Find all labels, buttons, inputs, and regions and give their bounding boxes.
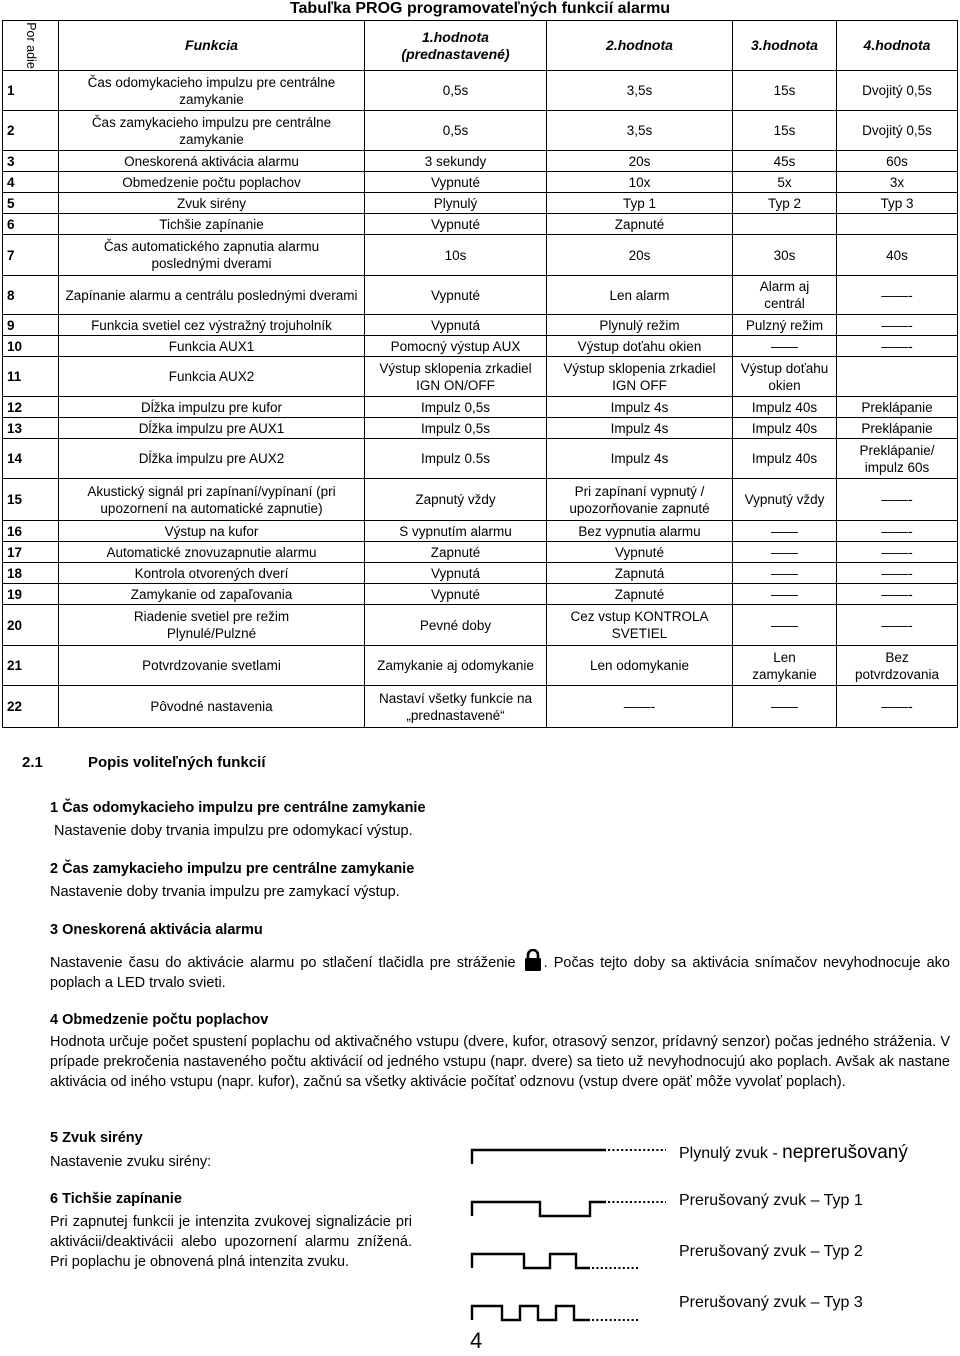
table-row: [3, 686, 958, 728]
row-value-2: Cez vstup KONTROLA SVETIEL: [547, 605, 733, 646]
row-value-3: Typ 2: [733, 193, 837, 214]
row-value-2: Zapnutá: [547, 563, 733, 584]
item-5-text: Nastavenie zvuku sirény:: [50, 1154, 212, 1170]
row-value-4: ——-: [837, 336, 958, 357]
table-row: [3, 111, 958, 151]
row-function: Zvuk sirény: [59, 193, 365, 214]
row-value-2: Zapnuté: [547, 214, 733, 235]
row-function: Dĺžka impulzu pre kufor: [59, 397, 365, 418]
header-funkcia: Funkcia: [59, 21, 365, 71]
row-value-1: 3 sekundy: [365, 151, 547, 172]
siren-waveforms: [440, 1130, 680, 1330]
row-value-2: Impulz 4s: [547, 439, 733, 479]
table-row: [3, 584, 958, 605]
row-value-2: 10x: [547, 172, 733, 193]
row-value-1: Vypnuté: [365, 214, 547, 235]
table-title: Tabuľka PROG programovateľných funkcií alarmu: [289, 0, 671, 17]
table-row: [3, 646, 958, 686]
table-row: [3, 172, 958, 193]
row-value-3: ——: [733, 336, 837, 357]
row-function: Dĺžka impulzu pre AUX2: [59, 439, 365, 479]
row-value-2: Vypnuté: [547, 542, 733, 563]
table-row: [3, 151, 958, 172]
table-row: [3, 193, 958, 214]
wave-continuous: [472, 1150, 606, 1164]
row-value-2: Impulz 4s: [547, 397, 733, 418]
row-value-1: Pomocný výstup AUX: [365, 336, 547, 357]
row-value-2: Typ 1: [547, 193, 733, 214]
row-value-4: Preklápanie: [837, 397, 958, 418]
row-value-4: 40s: [837, 235, 958, 276]
row-value-1: 0,5s: [365, 111, 547, 151]
row-function: Potvrdzovanie svetlami: [59, 646, 365, 686]
table-row: [3, 397, 958, 418]
table-header-row: [3, 21, 958, 71]
row-function: Funkcia AUX1: [59, 336, 365, 357]
row-value-3: ——: [733, 584, 837, 605]
row-value-3: ——: [733, 563, 837, 584]
item-6-text: Pri zapnutej funkcii je intenzita zvukovej signalizácie pri aktivácii/deaktivácii alebo upozornení alarmu znížená. Pri poplachu je obnovená plná intenzita zvuku.: [50, 1214, 412, 1270]
table-row: [3, 315, 958, 336]
row-number: 13: [3, 418, 59, 439]
row-value-1: Vypnuté: [365, 276, 547, 315]
item-1-text: Nastavenie doby trvania impulzu pre odomykací výstup.: [54, 823, 413, 839]
row-number: 22: [3, 686, 59, 728]
row-number: 1: [3, 71, 59, 111]
row-number: 12: [3, 397, 59, 418]
row-function: Tichšie zapínanie: [59, 214, 365, 235]
prog-functions-table: [2, 20, 958, 728]
row-value-2: Bez vypnutia alarmu: [547, 521, 733, 542]
row-value-3: Impulz 40s: [733, 397, 837, 418]
row-value-2: Zapnuté: [547, 584, 733, 605]
item-2-text: Nastavenie doby trvania impulzu pre zamykací výstup.: [50, 884, 400, 900]
row-value-2: 20s: [547, 151, 733, 172]
table-row: [3, 439, 958, 479]
row-value-3: Pulzný režim: [733, 315, 837, 336]
header-value-3: 3.hodnota: [733, 21, 837, 71]
row-value-3: Alarm aj centrál: [733, 276, 837, 315]
row-value-3: 30s: [733, 235, 837, 276]
table-row: [3, 71, 958, 111]
row-function: Čas odomykacieho impulzu pre centrálne zamykanie: [59, 71, 365, 111]
row-number: 2: [3, 111, 59, 151]
row-function: Oneskorená aktivácia alarmu: [59, 151, 365, 172]
row-value-1: Impulz 0,5s: [365, 397, 547, 418]
header-value-1: 1.hodnota (prednastavené): [365, 21, 547, 71]
row-number: 19: [3, 584, 59, 605]
row-value-1: Výstup sklopenia zrkadiel IGN ON/OFF: [365, 357, 547, 397]
row-number: 16: [3, 521, 59, 542]
row-value-2: 3,5s: [547, 111, 733, 151]
row-value-2: 3,5s: [547, 71, 733, 111]
section-title: 2.1 Popis voliteľných funkcií: [22, 754, 266, 771]
row-function: Riadenie svetiel pre režim Plynulé/Pulzné: [59, 605, 365, 646]
row-number: 4: [3, 172, 59, 193]
row-function: Zamykanie od zapaľovania: [59, 584, 365, 605]
row-number: 6: [3, 214, 59, 235]
row-value-3: ——: [733, 521, 837, 542]
row-value-2: Výstup doťahu okien: [547, 336, 733, 357]
row-function: Čas automatického zapnutia alarmu poslednými dverami: [59, 235, 365, 276]
row-value-2: Pri zapínaní vypnutý / upozorňovanie zapnuté: [547, 479, 733, 521]
row-function: Automatické znovuzapnutie alarmu: [59, 542, 365, 563]
item-4-text: Hodnota určuje počet spustení poplachu od aktivačného vstupu (dvere, kufor, otrasový senzor, prídavný senzor) počas jedného stráženia. V prípade prekročenia nastaveného počtu aktivácií od jedného vstupu (napr. dvere) sa tieto už nevyhodnocujú ako poplach. Avšak ak nastane aktivácia od iného vstupu (napr. kufor), začnú sa všetky aktivácie počítať odznovu (vstup dvere opäť môže vyvolať poplach).: [50, 1034, 950, 1090]
row-value-3: ——: [733, 542, 837, 563]
row-function: Kontrola otvorených dverí: [59, 563, 365, 584]
header-poradie: Por adie: [3, 21, 59, 71]
row-function: Výstup na kufor: [59, 521, 365, 542]
siren-label-type-2: Prerušovaný zvuk – Typ 2: [679, 1243, 863, 1260]
row-value-3: ——: [733, 605, 837, 646]
row-value-4: Typ 3: [837, 193, 958, 214]
siren-label-type-1: Prerušovaný zvuk – Typ 1: [679, 1192, 863, 1209]
row-number: 3: [3, 151, 59, 172]
row-value-1: Pevné doby: [365, 605, 547, 646]
siren-label-continuous: Plynulý zvuk - neprerušovaný: [679, 1142, 908, 1163]
row-value-3: Impulz 40s: [733, 439, 837, 479]
row-number: 7: [3, 235, 59, 276]
row-value-4: 60s: [837, 151, 958, 172]
table-row: [3, 235, 958, 276]
row-value-3: 5x: [733, 172, 837, 193]
row-value-4: ——-: [837, 479, 958, 521]
siren-label-type-3: Prerušovaný zvuk – Typ 3: [679, 1294, 863, 1311]
header-value-4: 4.hodnota: [837, 21, 958, 71]
row-value-4: Preklápanie: [837, 418, 958, 439]
wave-type-3: [472, 1306, 590, 1320]
row-function: Akustický signál pri zapínaní/vypínaní (pri upozornení na automatické zapnutie): [59, 479, 365, 521]
row-value-2: Plynulý režim: [547, 315, 733, 336]
row-value-3: Vypnutý vždy: [733, 479, 837, 521]
row-value-2: ——-: [547, 686, 733, 728]
row-value-2: 20s: [547, 235, 733, 276]
row-value-4: ——-: [837, 521, 958, 542]
row-value-4: ——-: [837, 605, 958, 646]
row-value-4: Preklápanie/ impulz 60s: [837, 439, 958, 479]
item-5-heading: 5 Zvuk sirény: [50, 1130, 143, 1146]
row-value-3: 15s: [733, 111, 837, 151]
row-value-2: Impulz 4s: [547, 418, 733, 439]
row-value-3: [733, 214, 837, 235]
row-value-1: Impulz 0.5s: [365, 439, 547, 479]
item-4-heading: 4 Obmedzenie počtu poplachov: [50, 1012, 269, 1028]
row-value-4: [837, 214, 958, 235]
row-value-1: Zapnutý vždy: [365, 479, 547, 521]
table-row: [3, 357, 958, 397]
row-function: Pôvodné nastavenia: [59, 686, 365, 728]
page-number: 4: [470, 1328, 483, 1353]
table-row: [3, 521, 958, 542]
table-row: [3, 418, 958, 439]
row-value-4: Dvojitý 0,5s: [837, 111, 958, 151]
row-value-1: Zapnuté: [365, 542, 547, 563]
padlock-icon: [524, 949, 542, 971]
table-row: [3, 563, 958, 584]
row-number: 20: [3, 605, 59, 646]
row-value-3: 15s: [733, 71, 837, 111]
table-row: [3, 479, 958, 521]
wave-type-1: [472, 1202, 606, 1216]
row-value-1: Nastaví všetky funkcie na „prednastavené“: [365, 686, 547, 728]
row-number: 15: [3, 479, 59, 521]
row-value-1: Vypnuté: [365, 172, 547, 193]
row-value-4: ——-: [837, 542, 958, 563]
header-value-2: 2.hodnota: [547, 21, 733, 71]
row-number: 21: [3, 646, 59, 686]
row-value-2: Výstup sklopenia zrkadiel IGN OFF: [547, 357, 733, 397]
row-value-2: Len odomykanie: [547, 646, 733, 686]
row-value-3: Výstup doťahu okien: [733, 357, 837, 397]
row-value-4: ——-: [837, 276, 958, 315]
wave-type-2: [472, 1254, 590, 1268]
item-3-text: Nastavenie času do aktivácie alarmu po stlačení tlačidla pre stráženie . Počas tejto doby sa aktivácia snímačov nevyhodnocuje ako poplach a LED trvalo svieti.: [50, 949, 950, 993]
row-number: 9: [3, 315, 59, 336]
row-value-1: S vypnutím alarmu: [365, 521, 547, 542]
table-row: [3, 214, 958, 235]
row-value-3: 45s: [733, 151, 837, 172]
table-row: [3, 276, 958, 315]
row-number: 18: [3, 563, 59, 584]
row-value-1: Impulz 0,5s: [365, 418, 547, 439]
row-value-4: 3x: [837, 172, 958, 193]
row-value-3: Impulz 40s: [733, 418, 837, 439]
row-value-1: Vypnuté: [365, 584, 547, 605]
item-2-heading: 2 Čas zamykacieho impulzu pre centrálne zamykanie: [50, 861, 415, 877]
row-value-1: Vypnutá: [365, 315, 547, 336]
table-row: [3, 542, 958, 563]
row-function: Funkcia AUX2: [59, 357, 365, 397]
row-value-3: ——: [733, 686, 837, 728]
row-value-1: Plynulý: [365, 193, 547, 214]
item-1-heading: 1 Čas odomykacieho impulzu pre centrálne zamykanie: [50, 800, 426, 816]
row-function: Obmedzenie počtu poplachov: [59, 172, 365, 193]
row-value-1: Zamykanie aj odomykanie: [365, 646, 547, 686]
row-number: 8: [3, 276, 59, 315]
row-number: 5: [3, 193, 59, 214]
row-number: 10: [3, 336, 59, 357]
row-number: 14: [3, 439, 59, 479]
table-row: [3, 605, 958, 646]
row-number: 11: [3, 357, 59, 397]
item-3-heading: 3 Oneskorená aktivácia alarmu: [50, 922, 263, 938]
row-function: Dĺžka impulzu pre AUX1: [59, 418, 365, 439]
row-value-3: Len zamykanie: [733, 646, 837, 686]
row-value-1: 10s: [365, 235, 547, 276]
row-function: Zapínanie alarmu a centrálu poslednými dverami: [59, 276, 365, 315]
item-6-heading: 6 Tichšie zapínanie: [50, 1191, 182, 1207]
row-function: Funkcia svetiel cez výstražný trojuholník: [59, 315, 365, 336]
row-value-4: ——-: [837, 563, 958, 584]
row-value-1: 0,5s: [365, 71, 547, 111]
row-value-1: Vypnutá: [365, 563, 547, 584]
row-value-2: Len alarm: [547, 276, 733, 315]
row-value-4: ——-: [837, 686, 958, 728]
row-value-4: Dvojitý 0,5s: [837, 71, 958, 111]
table-row: [3, 336, 958, 357]
row-number: 17: [3, 542, 59, 563]
optional-functions-section: [0, 740, 960, 1356]
row-function: Čas zamykacieho impulzu pre centrálne zamykanie: [59, 111, 365, 151]
row-value-4: [837, 357, 958, 397]
row-value-4: ——-: [837, 584, 958, 605]
row-value-4: ——-: [837, 315, 958, 336]
row-value-4: Bez potvrdzovania: [837, 646, 958, 686]
